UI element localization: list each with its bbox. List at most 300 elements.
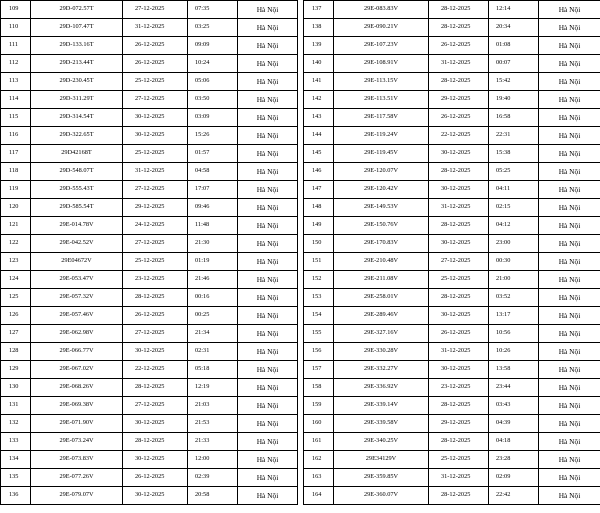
row-number-cell: 116 bbox=[1, 127, 31, 145]
plate-number-cell: 29E-211.08V bbox=[334, 271, 429, 289]
violation-date-cell: 30-12-2025 bbox=[429, 181, 489, 199]
plate-number-cell: 29E-332.27V bbox=[334, 361, 429, 379]
violation-date-cell: 31-12-2025 bbox=[429, 343, 489, 361]
location-cell: Hà Nội bbox=[238, 37, 298, 55]
plate-number-cell: 29E-149.53V bbox=[334, 199, 429, 217]
row-number-cell: 110 bbox=[1, 19, 31, 37]
violation-time-cell: 04:18 bbox=[489, 433, 539, 451]
table-row bbox=[304, 145, 600, 163]
table-row bbox=[1, 163, 298, 181]
violation-time-cell: 21:03 bbox=[188, 397, 238, 415]
row-number-cell: 137 bbox=[304, 1, 334, 19]
violation-time-cell: 21:00 bbox=[489, 271, 539, 289]
row-number-cell: 118 bbox=[1, 163, 31, 181]
plate-number-cell: 29E-289.46V bbox=[334, 307, 429, 325]
table-row bbox=[1, 199, 298, 217]
violation-date-cell: 28-12-2025 bbox=[429, 433, 489, 451]
plate-number-cell: 29E-107.23V bbox=[334, 37, 429, 55]
plate-number-cell: 29E-053.47V bbox=[31, 271, 123, 289]
violation-date-cell: 26-12-2025 bbox=[429, 325, 489, 343]
plate-number-cell: 29E-090.21V bbox=[334, 19, 429, 37]
violation-date-cell: 30-12-2025 bbox=[429, 145, 489, 163]
table-row bbox=[304, 307, 600, 325]
table-row bbox=[1, 271, 298, 289]
plate-number-cell: 29E-339.14V bbox=[334, 397, 429, 415]
row-number-cell: 136 bbox=[1, 487, 31, 505]
table-row bbox=[1, 235, 298, 253]
row-number-cell: 115 bbox=[1, 109, 31, 127]
plate-number-cell: 29E-068.26V bbox=[31, 379, 123, 397]
location-cell: Hà Nội bbox=[238, 289, 298, 307]
table-row bbox=[1, 37, 298, 55]
violation-date-cell: 30-12-2025 bbox=[429, 235, 489, 253]
location-cell: Hà Nội bbox=[238, 487, 298, 505]
plate-number-cell: 29E-170.83V bbox=[334, 235, 429, 253]
location-cell: Hà Nội bbox=[539, 55, 600, 73]
table-row bbox=[304, 433, 600, 451]
violation-date-cell: 27-12-2025 bbox=[123, 1, 188, 19]
plate-number-cell: 29E-327.16V bbox=[334, 325, 429, 343]
location-cell: Hà Nội bbox=[539, 307, 600, 325]
violation-time-cell: 04:11 bbox=[489, 181, 539, 199]
plate-number-cell: 29E-077.26V bbox=[31, 469, 123, 487]
violation-date-cell: 25-12-2025 bbox=[429, 451, 489, 469]
plate-number-cell: 29D-213.44T bbox=[31, 55, 123, 73]
row-number-cell: 157 bbox=[304, 361, 334, 379]
violation-date-cell: 23-12-2025 bbox=[429, 379, 489, 397]
plate-number-cell: 29D-107.47T bbox=[31, 19, 123, 37]
violation-date-cell: 28-12-2025 bbox=[429, 73, 489, 91]
table-row bbox=[304, 325, 600, 343]
row-number-cell: 162 bbox=[304, 451, 334, 469]
row-number-cell: 127 bbox=[1, 325, 31, 343]
table-row bbox=[1, 415, 298, 433]
row-number-cell: 152 bbox=[304, 271, 334, 289]
row-number-cell: 145 bbox=[304, 145, 334, 163]
table-row bbox=[304, 199, 600, 217]
violation-date-cell: 26-12-2025 bbox=[123, 37, 188, 55]
table-row bbox=[1, 397, 298, 415]
location-cell: Hà Nội bbox=[539, 199, 600, 217]
location-cell: Hà Nội bbox=[539, 19, 600, 37]
violation-date-cell: 29-12-2025 bbox=[429, 415, 489, 433]
violation-time-cell: 21:34 bbox=[188, 325, 238, 343]
row-number-cell: 114 bbox=[1, 91, 31, 109]
violation-time-cell: 21:53 bbox=[188, 415, 238, 433]
row-number-cell: 109 bbox=[1, 1, 31, 19]
location-cell: Hà Nội bbox=[539, 253, 600, 271]
plate-number-cell: 29E-340.25V bbox=[334, 433, 429, 451]
violation-date-cell: 30-12-2025 bbox=[123, 415, 188, 433]
violation-time-cell: 12:19 bbox=[188, 379, 238, 397]
violation-time-cell: 01:08 bbox=[489, 37, 539, 55]
violation-date-cell: 24-12-2025 bbox=[123, 217, 188, 235]
location-cell: Hà Nội bbox=[539, 91, 600, 109]
row-number-cell: 155 bbox=[304, 325, 334, 343]
violation-date-cell: 25-12-2025 bbox=[123, 145, 188, 163]
violation-time-cell: 21:46 bbox=[188, 271, 238, 289]
location-cell: Hà Nội bbox=[238, 343, 298, 361]
plate-number-cell: 29E-120.42V bbox=[334, 181, 429, 199]
location-cell: Hà Nội bbox=[539, 469, 600, 487]
row-number-cell: 148 bbox=[304, 199, 334, 217]
row-number-cell: 154 bbox=[304, 307, 334, 325]
row-number-cell: 142 bbox=[304, 91, 334, 109]
plate-number-cell: 29E-330.28V bbox=[334, 343, 429, 361]
violation-date-cell: 28-12-2025 bbox=[123, 289, 188, 307]
violation-date-cell: 30-12-2025 bbox=[123, 127, 188, 145]
table-row bbox=[1, 451, 298, 469]
violation-time-cell: 00:16 bbox=[188, 289, 238, 307]
table-row bbox=[1, 217, 298, 235]
table-row bbox=[304, 469, 600, 487]
violation-time-cell: 05:18 bbox=[188, 361, 238, 379]
violation-date-cell: 25-12-2025 bbox=[123, 73, 188, 91]
row-number-cell: 140 bbox=[304, 55, 334, 73]
plate-number-cell: 29E-057.32V bbox=[31, 289, 123, 307]
violation-time-cell: 10:56 bbox=[489, 325, 539, 343]
violation-time-cell: 00:25 bbox=[188, 307, 238, 325]
violation-date-cell: 28-12-2025 bbox=[429, 217, 489, 235]
plate-number-cell: 29E-067.02V bbox=[31, 361, 123, 379]
violation-date-cell: 26-12-2025 bbox=[123, 55, 188, 73]
violation-date-cell: 30-12-2025 bbox=[123, 343, 188, 361]
row-number-cell: 153 bbox=[304, 289, 334, 307]
violation-time-cell: 20:34 bbox=[489, 19, 539, 37]
location-cell: Hà Nội bbox=[539, 37, 600, 55]
location-cell: Hà Nội bbox=[238, 73, 298, 91]
table-row bbox=[304, 55, 600, 73]
location-cell: Hà Nội bbox=[238, 379, 298, 397]
table-row bbox=[304, 361, 600, 379]
location-cell: Hà Nội bbox=[539, 487, 600, 505]
row-number-cell: 126 bbox=[1, 307, 31, 325]
right-table-body bbox=[304, 1, 600, 505]
row-number-cell: 143 bbox=[304, 109, 334, 127]
violation-date-cell: 30-12-2025 bbox=[123, 451, 188, 469]
table-row bbox=[304, 271, 600, 289]
table-row bbox=[304, 397, 600, 415]
location-cell: Hà Nội bbox=[539, 73, 600, 91]
table-row bbox=[304, 163, 600, 181]
violation-time-cell: 17:07 bbox=[188, 181, 238, 199]
location-cell: Hà Nội bbox=[539, 451, 600, 469]
plate-number-cell: 29E-336.92V bbox=[334, 379, 429, 397]
table-row bbox=[304, 379, 600, 397]
row-number-cell: 133 bbox=[1, 433, 31, 451]
row-number-cell: 125 bbox=[1, 289, 31, 307]
row-number-cell: 150 bbox=[304, 235, 334, 253]
location-cell: Hà Nội bbox=[238, 199, 298, 217]
location-cell: Hà Nội bbox=[238, 433, 298, 451]
violation-date-cell: 27-12-2025 bbox=[123, 235, 188, 253]
violation-date-cell: 26-12-2025 bbox=[429, 37, 489, 55]
violation-date-cell: 25-12-2025 bbox=[123, 253, 188, 271]
row-number-cell: 121 bbox=[1, 217, 31, 235]
location-cell: Hà Nội bbox=[539, 127, 600, 145]
violation-time-cell: 22:42 bbox=[489, 487, 539, 505]
violation-time-cell: 05:25 bbox=[489, 163, 539, 181]
violation-date-cell: 31-12-2025 bbox=[429, 469, 489, 487]
location-cell: Hà Nội bbox=[238, 451, 298, 469]
table-row bbox=[304, 109, 600, 127]
violation-time-cell: 04:12 bbox=[489, 217, 539, 235]
table-row bbox=[1, 289, 298, 307]
row-number-cell: 111 bbox=[1, 37, 31, 55]
table-row bbox=[1, 73, 298, 91]
location-cell: Hà Nội bbox=[238, 397, 298, 415]
table-row bbox=[1, 343, 298, 361]
location-cell: Hà Nội bbox=[238, 145, 298, 163]
table-row bbox=[1, 181, 298, 199]
plate-number-cell: 29D-072.57T bbox=[31, 1, 123, 19]
plate-number-cell: 29D-314.54T bbox=[31, 109, 123, 127]
row-number-cell: 160 bbox=[304, 415, 334, 433]
table-row bbox=[1, 145, 298, 163]
left-table-body bbox=[1, 1, 298, 505]
row-number-cell: 130 bbox=[1, 379, 31, 397]
violation-time-cell: 22:31 bbox=[489, 127, 539, 145]
plate-number-cell: 29E-119.45V bbox=[334, 145, 429, 163]
violation-date-cell: 31-12-2025 bbox=[123, 19, 188, 37]
violation-date-cell: 26-12-2025 bbox=[429, 109, 489, 127]
violation-time-cell: 02:39 bbox=[188, 469, 238, 487]
violation-time-cell: 13:58 bbox=[489, 361, 539, 379]
plate-number-cell: 29E-359.85V bbox=[334, 469, 429, 487]
plate-number-cell: 29E-113.15V bbox=[334, 73, 429, 91]
location-cell: Hà Nội bbox=[238, 1, 298, 19]
location-cell: Hà Nội bbox=[539, 379, 600, 397]
row-number-cell: 135 bbox=[1, 469, 31, 487]
location-cell: Hà Nội bbox=[238, 127, 298, 145]
violation-time-cell: 02:15 bbox=[489, 199, 539, 217]
violation-time-cell: 09:46 bbox=[188, 199, 238, 217]
row-number-cell: 159 bbox=[304, 397, 334, 415]
plate-number-cell: 29E04672V bbox=[31, 253, 123, 271]
location-cell: Hà Nội bbox=[238, 415, 298, 433]
location-cell: Hà Nội bbox=[238, 109, 298, 127]
violation-date-cell: 28-12-2025 bbox=[429, 397, 489, 415]
violation-time-cell: 20:58 bbox=[188, 487, 238, 505]
violation-date-cell: 31-12-2025 bbox=[429, 199, 489, 217]
violation-time-cell: 15:42 bbox=[489, 73, 539, 91]
right-plate-table bbox=[303, 0, 600, 505]
violation-time-cell: 23:00 bbox=[489, 235, 539, 253]
row-number-cell: 164 bbox=[304, 487, 334, 505]
violation-time-cell: 02:09 bbox=[489, 469, 539, 487]
row-number-cell: 139 bbox=[304, 37, 334, 55]
violation-date-cell: 26-12-2025 bbox=[123, 307, 188, 325]
table-row bbox=[1, 469, 298, 487]
plate-number-cell: 29E-210.48V bbox=[334, 253, 429, 271]
plate-number-cell: 29E-120.07V bbox=[334, 163, 429, 181]
plate-number-cell: 29E-071.90V bbox=[31, 415, 123, 433]
table-row bbox=[1, 91, 298, 109]
table-row bbox=[1, 325, 298, 343]
row-number-cell: 138 bbox=[304, 19, 334, 37]
table-row bbox=[304, 37, 600, 55]
table-row bbox=[304, 91, 600, 109]
violation-date-cell: 29-12-2025 bbox=[123, 199, 188, 217]
plate-number-cell: 29D-585.54T bbox=[31, 199, 123, 217]
plate-number-cell: 29E-117.58V bbox=[334, 109, 429, 127]
violation-date-cell: 30-12-2025 bbox=[123, 109, 188, 127]
table-row bbox=[304, 235, 600, 253]
location-cell: Hà Nội bbox=[539, 181, 600, 199]
table-row bbox=[1, 487, 298, 505]
row-number-cell: 147 bbox=[304, 181, 334, 199]
plate-number-cell: 29E-042.52V bbox=[31, 235, 123, 253]
plate-number-cell: 29E-069.38V bbox=[31, 397, 123, 415]
plate-number-cell: 29E34129V bbox=[334, 451, 429, 469]
violation-date-cell: 29-12-2025 bbox=[429, 91, 489, 109]
violation-time-cell: 02:31 bbox=[188, 343, 238, 361]
row-number-cell: 151 bbox=[304, 253, 334, 271]
location-cell: Hà Nội bbox=[539, 271, 600, 289]
left-plate-table bbox=[0, 0, 298, 505]
table-row bbox=[1, 109, 298, 127]
violation-date-cell: 30-12-2025 bbox=[123, 487, 188, 505]
location-cell: Hà Nội bbox=[238, 325, 298, 343]
plate-number-cell: 29E-073.24V bbox=[31, 433, 123, 451]
plate-number-cell: 29E-119.24V bbox=[334, 127, 429, 145]
plate-number-cell: 29D-555.43T bbox=[31, 181, 123, 199]
table-row bbox=[304, 73, 600, 91]
location-cell: Hà Nội bbox=[539, 361, 600, 379]
violation-time-cell: 03:43 bbox=[489, 397, 539, 415]
violation-time-cell: 05:06 bbox=[188, 73, 238, 91]
location-cell: Hà Nội bbox=[539, 109, 600, 127]
table-row bbox=[1, 433, 298, 451]
row-number-cell: 128 bbox=[1, 343, 31, 361]
location-cell: Hà Nội bbox=[238, 235, 298, 253]
violation-time-cell: 23:28 bbox=[489, 451, 539, 469]
location-cell: Hà Nội bbox=[238, 55, 298, 73]
row-number-cell: 149 bbox=[304, 217, 334, 235]
location-cell: Hà Nội bbox=[539, 397, 600, 415]
violation-time-cell: 03:50 bbox=[188, 91, 238, 109]
location-cell: Hà Nội bbox=[539, 163, 600, 181]
violation-date-cell: 28-12-2025 bbox=[123, 433, 188, 451]
violation-date-cell: 25-12-2025 bbox=[429, 271, 489, 289]
location-cell: Hà Nội bbox=[238, 361, 298, 379]
violation-date-cell: 22-12-2025 bbox=[123, 361, 188, 379]
row-number-cell: 122 bbox=[1, 235, 31, 253]
row-number-cell: 134 bbox=[1, 451, 31, 469]
row-number-cell: 117 bbox=[1, 145, 31, 163]
row-number-cell: 144 bbox=[304, 127, 334, 145]
row-number-cell: 161 bbox=[304, 433, 334, 451]
violation-date-cell: 30-12-2025 bbox=[429, 361, 489, 379]
table-row bbox=[304, 217, 600, 235]
violation-time-cell: 12:14 bbox=[489, 1, 539, 19]
table-row bbox=[304, 181, 600, 199]
violation-date-cell: 27-12-2025 bbox=[429, 253, 489, 271]
plate-number-cell: 29E-057.46V bbox=[31, 307, 123, 325]
plate-number-cell: 29D-133.16T bbox=[31, 37, 123, 55]
row-number-cell: 124 bbox=[1, 271, 31, 289]
plate-number-cell: 29E-062.98V bbox=[31, 325, 123, 343]
location-cell: Hà Nội bbox=[539, 415, 600, 433]
plate-number-cell: 29D-230.45T bbox=[31, 73, 123, 91]
violation-time-cell: 15:26 bbox=[188, 127, 238, 145]
table-row bbox=[304, 451, 600, 469]
location-cell: Hà Nội bbox=[238, 307, 298, 325]
plate-number-cell: 29E-079.07V bbox=[31, 487, 123, 505]
location-cell: Hà Nội bbox=[238, 91, 298, 109]
plate-number-cell: 29D-322.65T bbox=[31, 127, 123, 145]
violation-time-cell: 03:52 bbox=[489, 289, 539, 307]
location-cell: Hà Nội bbox=[539, 325, 600, 343]
location-cell: Hà Nội bbox=[238, 271, 298, 289]
violation-date-cell: 28-12-2025 bbox=[429, 19, 489, 37]
plate-number-cell: 29D-311.29T bbox=[31, 91, 123, 109]
violation-time-cell: 11:48 bbox=[188, 217, 238, 235]
plate-number-cell: 29E-339.58V bbox=[334, 415, 429, 433]
row-number-cell: 141 bbox=[304, 73, 334, 91]
row-number-cell: 129 bbox=[1, 361, 31, 379]
violation-date-cell: 23-12-2025 bbox=[123, 271, 188, 289]
row-number-cell: 131 bbox=[1, 397, 31, 415]
plate-number-cell: 29E-113.51V bbox=[334, 91, 429, 109]
plate-number-cell: 29E-083.83V bbox=[334, 1, 429, 19]
violation-date-cell: 31-12-2025 bbox=[429, 55, 489, 73]
location-cell: Hà Nội bbox=[238, 181, 298, 199]
violation-time-cell: 16:58 bbox=[489, 109, 539, 127]
violation-date-cell: 22-12-2025 bbox=[429, 127, 489, 145]
violation-time-cell: 03:25 bbox=[188, 19, 238, 37]
violation-date-cell: 27-12-2025 bbox=[123, 325, 188, 343]
violation-time-cell: 13:17 bbox=[489, 307, 539, 325]
location-cell: Hà Nội bbox=[238, 217, 298, 235]
plate-number-cell: 29E-073.83V bbox=[31, 451, 123, 469]
table-row bbox=[304, 19, 600, 37]
violation-date-cell: 31-12-2025 bbox=[123, 163, 188, 181]
location-cell: Hà Nội bbox=[238, 253, 298, 271]
violation-time-cell: 01:57 bbox=[188, 145, 238, 163]
violation-time-cell: 21:30 bbox=[188, 235, 238, 253]
violation-time-cell: 07:35 bbox=[188, 1, 238, 19]
plate-number-cell: 29E-360.07V bbox=[334, 487, 429, 505]
location-cell: Hà Nội bbox=[539, 433, 600, 451]
violation-time-cell: 19:40 bbox=[489, 91, 539, 109]
row-number-cell: 158 bbox=[304, 379, 334, 397]
violation-time-cell: 00:30 bbox=[489, 253, 539, 271]
table-row bbox=[1, 361, 298, 379]
violation-date-cell: 27-12-2025 bbox=[123, 181, 188, 199]
row-number-cell: 113 bbox=[1, 73, 31, 91]
row-number-cell: 132 bbox=[1, 415, 31, 433]
plate-number-cell: 29E-150.76V bbox=[334, 217, 429, 235]
violation-date-cell: 28-12-2025 bbox=[429, 487, 489, 505]
table-row bbox=[304, 1, 600, 19]
location-cell: Hà Nội bbox=[539, 235, 600, 253]
table-row bbox=[304, 343, 600, 361]
location-cell: Hà Nội bbox=[539, 217, 600, 235]
table-row bbox=[304, 415, 600, 433]
violation-time-cell: 09:09 bbox=[188, 37, 238, 55]
location-cell: Hà Nội bbox=[238, 469, 298, 487]
row-number-cell: 146 bbox=[304, 163, 334, 181]
row-number-cell: 156 bbox=[304, 343, 334, 361]
row-number-cell: 119 bbox=[1, 181, 31, 199]
violation-date-cell: 28-12-2025 bbox=[429, 1, 489, 19]
plate-number-cell: 29E-066.77V bbox=[31, 343, 123, 361]
violation-time-cell: 21:33 bbox=[188, 433, 238, 451]
row-number-cell: 163 bbox=[304, 469, 334, 487]
violation-date-cell: 28-12-2025 bbox=[123, 379, 188, 397]
violation-date-cell: 26-12-2025 bbox=[123, 469, 188, 487]
